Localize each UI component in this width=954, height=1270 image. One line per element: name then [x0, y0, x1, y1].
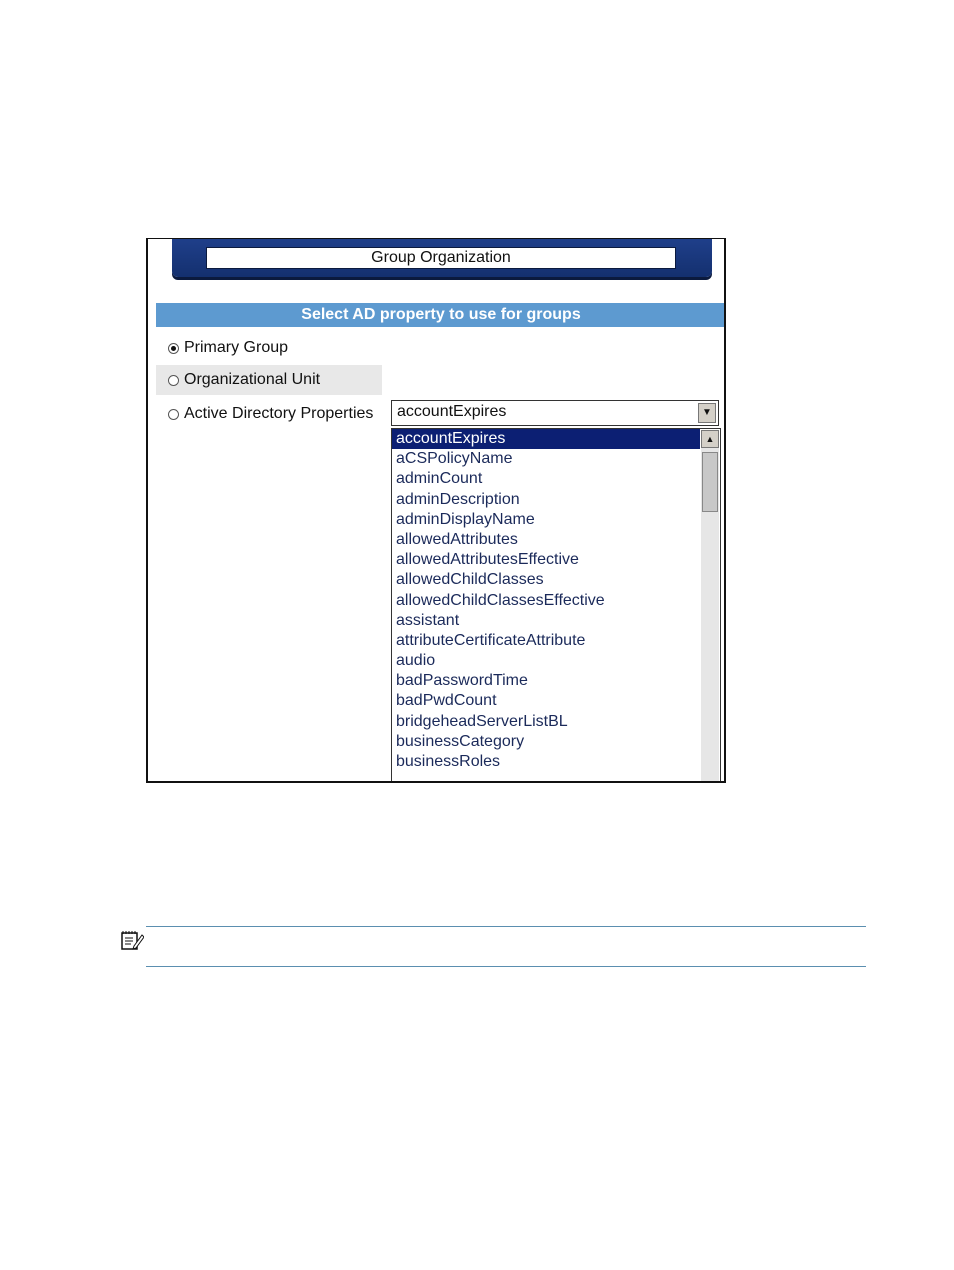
list-item[interactable]: allowedAttributesEffective [396, 551, 579, 569]
list-item[interactable]: businessCategory [396, 732, 525, 750]
note-top-rule [146, 926, 866, 927]
option-organizational-unit[interactable] [156, 365, 382, 395]
list-item[interactable]: adminDescription [396, 490, 520, 508]
option-label: Organizational Unit [184, 371, 321, 388]
option-label: Primary Group [184, 339, 289, 356]
list-item[interactable]: aCSPolicyName [396, 450, 513, 468]
list-scrollbar[interactable] [701, 430, 719, 783]
list-item[interactable]: allowedChildClassesEffective [396, 591, 605, 609]
list-item[interactable]: badPasswordTime [396, 672, 528, 690]
group-organization-dialog [146, 238, 726, 783]
list-item[interactable]: businessRoles [396, 753, 501, 770]
list-item[interactable]: accountExpires [392, 429, 700, 449]
list-item[interactable]: audio [396, 652, 436, 670]
scroll-thumb[interactable] [702, 452, 718, 512]
title-bar [172, 239, 712, 277]
note-bottom-rule [146, 966, 866, 967]
list-item[interactable]: allowedAttributes [396, 530, 518, 548]
chevron-down-icon[interactable]: ▼ [698, 403, 716, 423]
ad-property-list[interactable] [391, 428, 721, 783]
section-header: Select AD property to use for groups [156, 303, 726, 327]
radio-primary-group[interactable] [168, 343, 179, 354]
radio-active-directory-properties[interactable] [168, 409, 179, 420]
list-item[interactable]: adminDisplayName [396, 510, 535, 528]
list-item[interactable]: attributeCertificateAttribute [396, 631, 586, 649]
option-label: Active Directory Properties [184, 405, 374, 422]
list-item[interactable]: adminCount [396, 470, 483, 488]
list-item[interactable]: allowedChildClasses [396, 571, 544, 589]
option-active-directory-properties[interactable] [156, 399, 386, 429]
combo-selected-value: accountExpires [397, 403, 507, 420]
list-item[interactable]: badPwdCount [396, 692, 497, 710]
option-primary-group[interactable] [156, 333, 376, 363]
dialog-title: Group Organization [206, 247, 676, 269]
list-item[interactable]: bridgeheadServerListBL [396, 712, 568, 730]
note-icon [120, 929, 144, 951]
chevron-up-icon[interactable]: ▲ [701, 430, 719, 448]
list-item[interactable]: assistant [396, 611, 460, 629]
radio-organizational-unit[interactable] [168, 375, 179, 386]
ad-property-combobox[interactable] [391, 400, 719, 426]
